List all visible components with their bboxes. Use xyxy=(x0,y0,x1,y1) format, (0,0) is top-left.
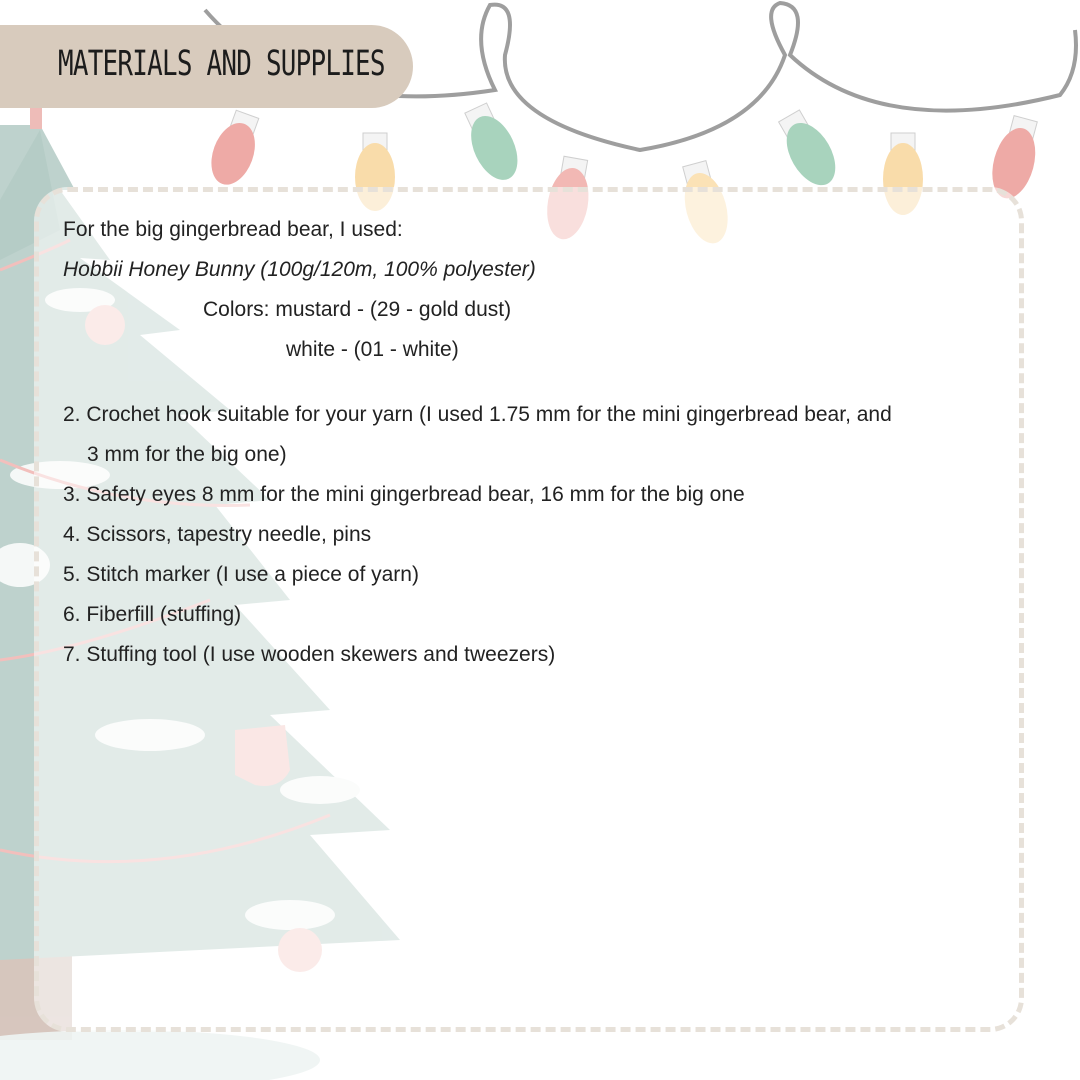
list-item: 3 mm for the big one) xyxy=(87,443,287,466)
list-item: 5. Stitch marker (I use a piece of yarn) xyxy=(63,563,419,586)
list-item: 4. Scissors, tapestry needle, pins xyxy=(63,523,372,546)
list-item: 6. Fiberfill (stuffing) xyxy=(63,603,242,626)
list-item: 7. Stuffing tool (I use wooden skewers and tweezers) xyxy=(63,643,556,666)
yarn-text: Hobbii Honey Bunny (100g/120m, 100% polyester) xyxy=(63,258,536,281)
list-item: 2. Crochet hook suitable for your yarn (I used 1.75 mm for the mini gingerbread bear, and xyxy=(63,403,892,426)
list-item: 3. Safety eyes 8 mm for the mini gingerbread bear, 16 mm for the big one xyxy=(63,483,745,506)
colors-line-2: white - (01 - white) xyxy=(286,338,459,361)
colors-line-1: Colors: mustard - (29 - gold dust) xyxy=(203,298,512,321)
page-title: MATERIALS AND SUPPLIES xyxy=(58,44,385,84)
intro-text: For the big gingerbread bear, I used: xyxy=(63,218,403,241)
